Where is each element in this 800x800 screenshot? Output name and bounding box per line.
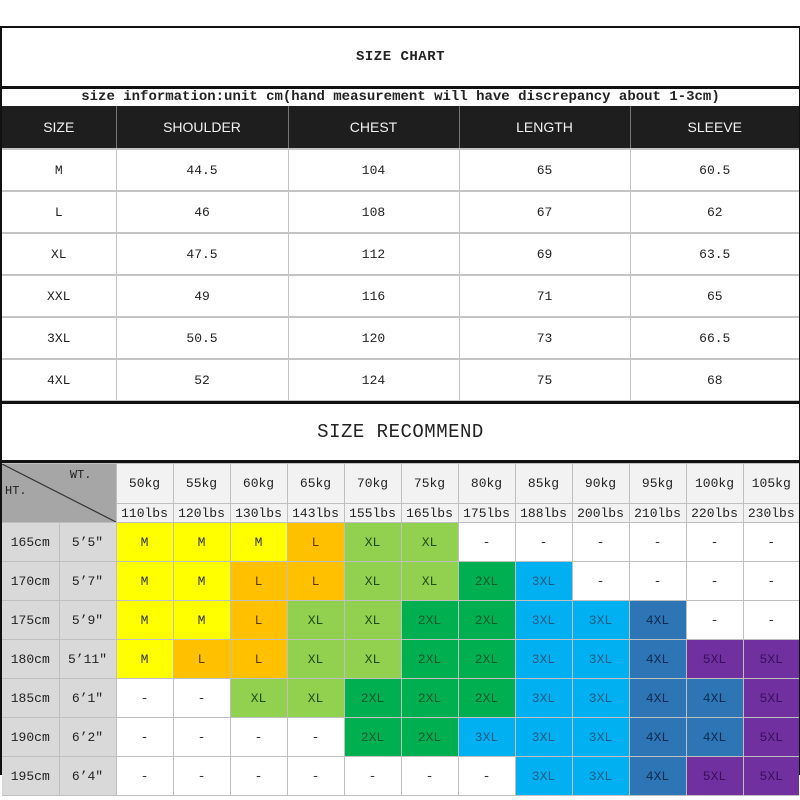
cell-sleeve: 60.5: [630, 149, 799, 191]
size-chart-title: SIZE CHART: [2, 28, 799, 89]
recommended-size-cell: -: [116, 757, 173, 796]
size-chart-table: [2, 106, 799, 401]
height-cm-cell: 185cm: [2, 679, 59, 718]
recommended-size-cell: 2XL: [344, 718, 401, 757]
recommended-size-cell: 2XL: [401, 679, 458, 718]
recommended-size-cell: M: [173, 601, 230, 640]
height-ft-cell: 5’5″: [59, 523, 116, 562]
height-ft-cell: 5’7″: [59, 562, 116, 601]
recommended-size-cell: -: [116, 679, 173, 718]
height-ft-cell: 6’2″: [59, 718, 116, 757]
height-ft-cell: 5’11″: [59, 640, 116, 679]
table-row: [2, 233, 799, 275]
height-ft-cell: 6’4″: [59, 757, 116, 796]
recommended-size-cell: XL: [287, 601, 344, 640]
recommended-size-cell: XL: [344, 562, 401, 601]
weight-lbs-header: 120lbs: [173, 504, 230, 523]
cell-sleeve: 62: [630, 191, 799, 233]
recommended-size-cell: -: [743, 601, 799, 640]
height-cm-cell: 190cm: [2, 718, 59, 757]
recommended-size-cell: XL: [344, 601, 401, 640]
recommended-size-cell: -: [173, 679, 230, 718]
recommended-size-cell: 4XL: [629, 757, 686, 796]
recommended-size-cell: L: [173, 640, 230, 679]
weight-lbs-header: 155lbs: [344, 504, 401, 523]
recommended-size-cell: -: [572, 523, 629, 562]
recommended-size-cell: 3XL: [572, 601, 629, 640]
recommended-size-cell: 3XL: [515, 562, 572, 601]
weight-lbs-header: 210lbs: [629, 504, 686, 523]
table-row: [2, 679, 799, 718]
recommended-size-cell: -: [287, 718, 344, 757]
cell-size: M: [2, 149, 116, 191]
recommended-size-cell: -: [686, 523, 743, 562]
cell-chest: 108: [288, 191, 459, 233]
recommended-size-cell: XL: [344, 640, 401, 679]
weight-kg-header: 55kg: [173, 464, 230, 504]
weight-lbs-header: 130lbs: [230, 504, 287, 523]
recommended-size-cell: 2XL: [401, 718, 458, 757]
cell-size: L: [2, 191, 116, 233]
column-header-length: LENGTH: [459, 106, 630, 149]
weight-kg-header: 70kg: [344, 464, 401, 504]
cell-size: 4XL: [2, 359, 116, 401]
weight-kg-row: [2, 464, 799, 504]
column-header-size: SIZE: [2, 106, 116, 149]
recommended-size-cell: 2XL: [458, 562, 515, 601]
recommended-size-cell: -: [629, 562, 686, 601]
recommended-size-cell: 2XL: [344, 679, 401, 718]
column-header-sleeve: SLEEVE: [630, 106, 799, 149]
recommended-size-cell: 5XL: [743, 640, 799, 679]
cell-shoulder: 49: [116, 275, 288, 317]
cell-chest: 112: [288, 233, 459, 275]
height-cm-cell: 165cm: [2, 523, 59, 562]
recommended-size-cell: M: [116, 601, 173, 640]
cell-length: 67: [459, 191, 630, 233]
recommended-size-cell: 3XL: [458, 718, 515, 757]
table-row: [2, 718, 799, 757]
column-header-shoulder: SHOULDER: [116, 106, 288, 149]
cell-chest: 116: [288, 275, 459, 317]
cell-size: XL: [2, 233, 116, 275]
height-cm-cell: 180cm: [2, 640, 59, 679]
recommended-size-cell: M: [230, 523, 287, 562]
recommended-size-cell: -: [344, 757, 401, 796]
recommended-size-cell: -: [173, 757, 230, 796]
recommended-size-cell: -: [686, 601, 743, 640]
cell-length: 73: [459, 317, 630, 359]
cell-length: 69: [459, 233, 630, 275]
recommended-size-cell: -: [629, 523, 686, 562]
recommended-size-cell: 4XL: [686, 718, 743, 757]
cell-sleeve: 68: [630, 359, 799, 401]
recommended-size-cell: -: [686, 562, 743, 601]
size-chart-header-row: [2, 106, 799, 149]
weight-kg-header: 95kg: [629, 464, 686, 504]
height-ft-cell: 6’1″: [59, 679, 116, 718]
weight-kg-header: 60kg: [230, 464, 287, 504]
table-row: [2, 757, 799, 796]
cell-length: 65: [459, 149, 630, 191]
recommended-size-cell: XL: [344, 523, 401, 562]
cell-chest: 124: [288, 359, 459, 401]
recommended-size-cell: 3XL: [515, 757, 572, 796]
weight-kg-header: 75kg: [401, 464, 458, 504]
table-row: [2, 317, 799, 359]
weight-axis-label: WT.: [69, 468, 92, 482]
recommended-size-cell: 3XL: [572, 757, 629, 796]
weight-kg-header: 100kg: [686, 464, 743, 504]
cell-sleeve: 66.5: [630, 317, 799, 359]
weight-lbs-header: 200lbs: [572, 504, 629, 523]
weight-lbs-row: [2, 504, 799, 523]
cell-length: 75: [459, 359, 630, 401]
recommended-size-cell: L: [230, 562, 287, 601]
weight-kg-header: 50kg: [116, 464, 173, 504]
recommended-size-cell: -: [230, 757, 287, 796]
recommended-size-cell: M: [116, 562, 173, 601]
recommended-size-cell: -: [287, 757, 344, 796]
table-row: [2, 640, 799, 679]
recommended-size-cell: -: [572, 562, 629, 601]
recommended-size-cell: 3XL: [515, 679, 572, 718]
recommended-size-cell: 4XL: [629, 679, 686, 718]
table-row: [2, 359, 799, 401]
recommended-size-cell: 2XL: [401, 601, 458, 640]
recommended-size-cell: M: [116, 640, 173, 679]
cell-size: XXL: [2, 275, 116, 317]
cell-length: 71: [459, 275, 630, 317]
weight-kg-header: 90kg: [572, 464, 629, 504]
size-chart-subtitle: size information:unit cm(hand measurement will have discrepancy about 1-3cm): [81, 89, 720, 105]
cell-shoulder: 52: [116, 359, 288, 401]
size-chart-document: [0, 26, 800, 784]
recommended-size-cell: 5XL: [743, 718, 799, 757]
recommended-size-cell: XL: [401, 523, 458, 562]
recommended-size-cell: -: [230, 718, 287, 757]
recommended-size-cell: M: [173, 562, 230, 601]
recommended-size-cell: 5XL: [686, 640, 743, 679]
recommended-size-cell: 4XL: [629, 640, 686, 679]
recommended-size-cell: -: [515, 523, 572, 562]
table-row: [2, 601, 799, 640]
size-recommend-table: [2, 463, 799, 796]
recommended-size-cell: 4XL: [629, 718, 686, 757]
height-cm-cell: 170cm: [2, 562, 59, 601]
cell-chest: 120: [288, 317, 459, 359]
height-axis-label: HT.: [5, 484, 27, 498]
recommended-size-cell: M: [173, 523, 230, 562]
recommended-size-cell: L: [287, 562, 344, 601]
recommended-size-cell: 2XL: [458, 640, 515, 679]
table-row: [2, 523, 799, 562]
recommended-size-cell: 5XL: [686, 757, 743, 796]
weight-lbs-header: 165lbs: [401, 504, 458, 523]
recommended-size-cell: -: [743, 523, 799, 562]
cell-sleeve: 65: [630, 275, 799, 317]
recommended-size-cell: 3XL: [572, 640, 629, 679]
cell-size: 3XL: [2, 317, 116, 359]
recommended-size-cell: 3XL: [515, 640, 572, 679]
cell-shoulder: 44.5: [116, 149, 288, 191]
recommended-size-cell: 3XL: [515, 718, 572, 757]
recommended-size-cell: 3XL: [572, 679, 629, 718]
weight-lbs-header: 110lbs: [116, 504, 173, 523]
recommended-size-cell: -: [173, 718, 230, 757]
recommended-size-cell: L: [287, 523, 344, 562]
table-row: [2, 275, 799, 317]
height-ft-cell: 5’9″: [59, 601, 116, 640]
cell-shoulder: 47.5: [116, 233, 288, 275]
column-header-chest: CHEST: [288, 106, 459, 149]
weight-lbs-header: 188lbs: [515, 504, 572, 523]
recommended-size-cell: -: [458, 757, 515, 796]
cell-chest: 104: [288, 149, 459, 191]
recommended-size-cell: 2XL: [458, 601, 515, 640]
recommended-size-cell: -: [401, 757, 458, 796]
height-cm-cell: 175cm: [2, 601, 59, 640]
recommended-size-cell: XL: [287, 640, 344, 679]
recommended-size-cell: XL: [401, 562, 458, 601]
recommended-size-cell: 5XL: [743, 757, 799, 796]
recommended-size-cell: 2XL: [458, 679, 515, 718]
table-row: [2, 149, 799, 191]
weight-kg-header: 65kg: [287, 464, 344, 504]
cell-shoulder: 50.5: [116, 317, 288, 359]
recommended-size-cell: 5XL: [743, 679, 799, 718]
recommended-size-cell: 3XL: [515, 601, 572, 640]
cell-sleeve: 63.5: [630, 233, 799, 275]
table-row: [2, 191, 799, 233]
recommended-size-cell: XL: [287, 679, 344, 718]
height-weight-corner-cell: [2, 464, 116, 523]
recommended-size-cell: 4XL: [629, 601, 686, 640]
weight-lbs-header: 230lbs: [743, 504, 799, 523]
recommended-size-cell: -: [116, 718, 173, 757]
recommended-size-cell: -: [743, 562, 799, 601]
size-recommend-title: SIZE RECOMMEND: [2, 401, 799, 463]
recommended-size-cell: 3XL: [572, 718, 629, 757]
weight-lbs-header: 143lbs: [287, 504, 344, 523]
recommended-size-cell: -: [458, 523, 515, 562]
recommended-size-cell: L: [230, 601, 287, 640]
recommended-size-cell: 4XL: [686, 679, 743, 718]
weight-lbs-header: 220lbs: [686, 504, 743, 523]
recommended-size-cell: M: [116, 523, 173, 562]
weight-kg-header: 85kg: [515, 464, 572, 504]
weight-kg-header: 80kg: [458, 464, 515, 504]
table-row: [2, 562, 799, 601]
recommended-size-cell: XL: [230, 679, 287, 718]
recommended-size-cell: L: [230, 640, 287, 679]
recommended-size-cell: 2XL: [401, 640, 458, 679]
weight-kg-header: 105kg: [743, 464, 799, 504]
cell-shoulder: 46: [116, 191, 288, 233]
weight-lbs-header: 175lbs: [458, 504, 515, 523]
height-cm-cell: 195cm: [2, 757, 59, 796]
